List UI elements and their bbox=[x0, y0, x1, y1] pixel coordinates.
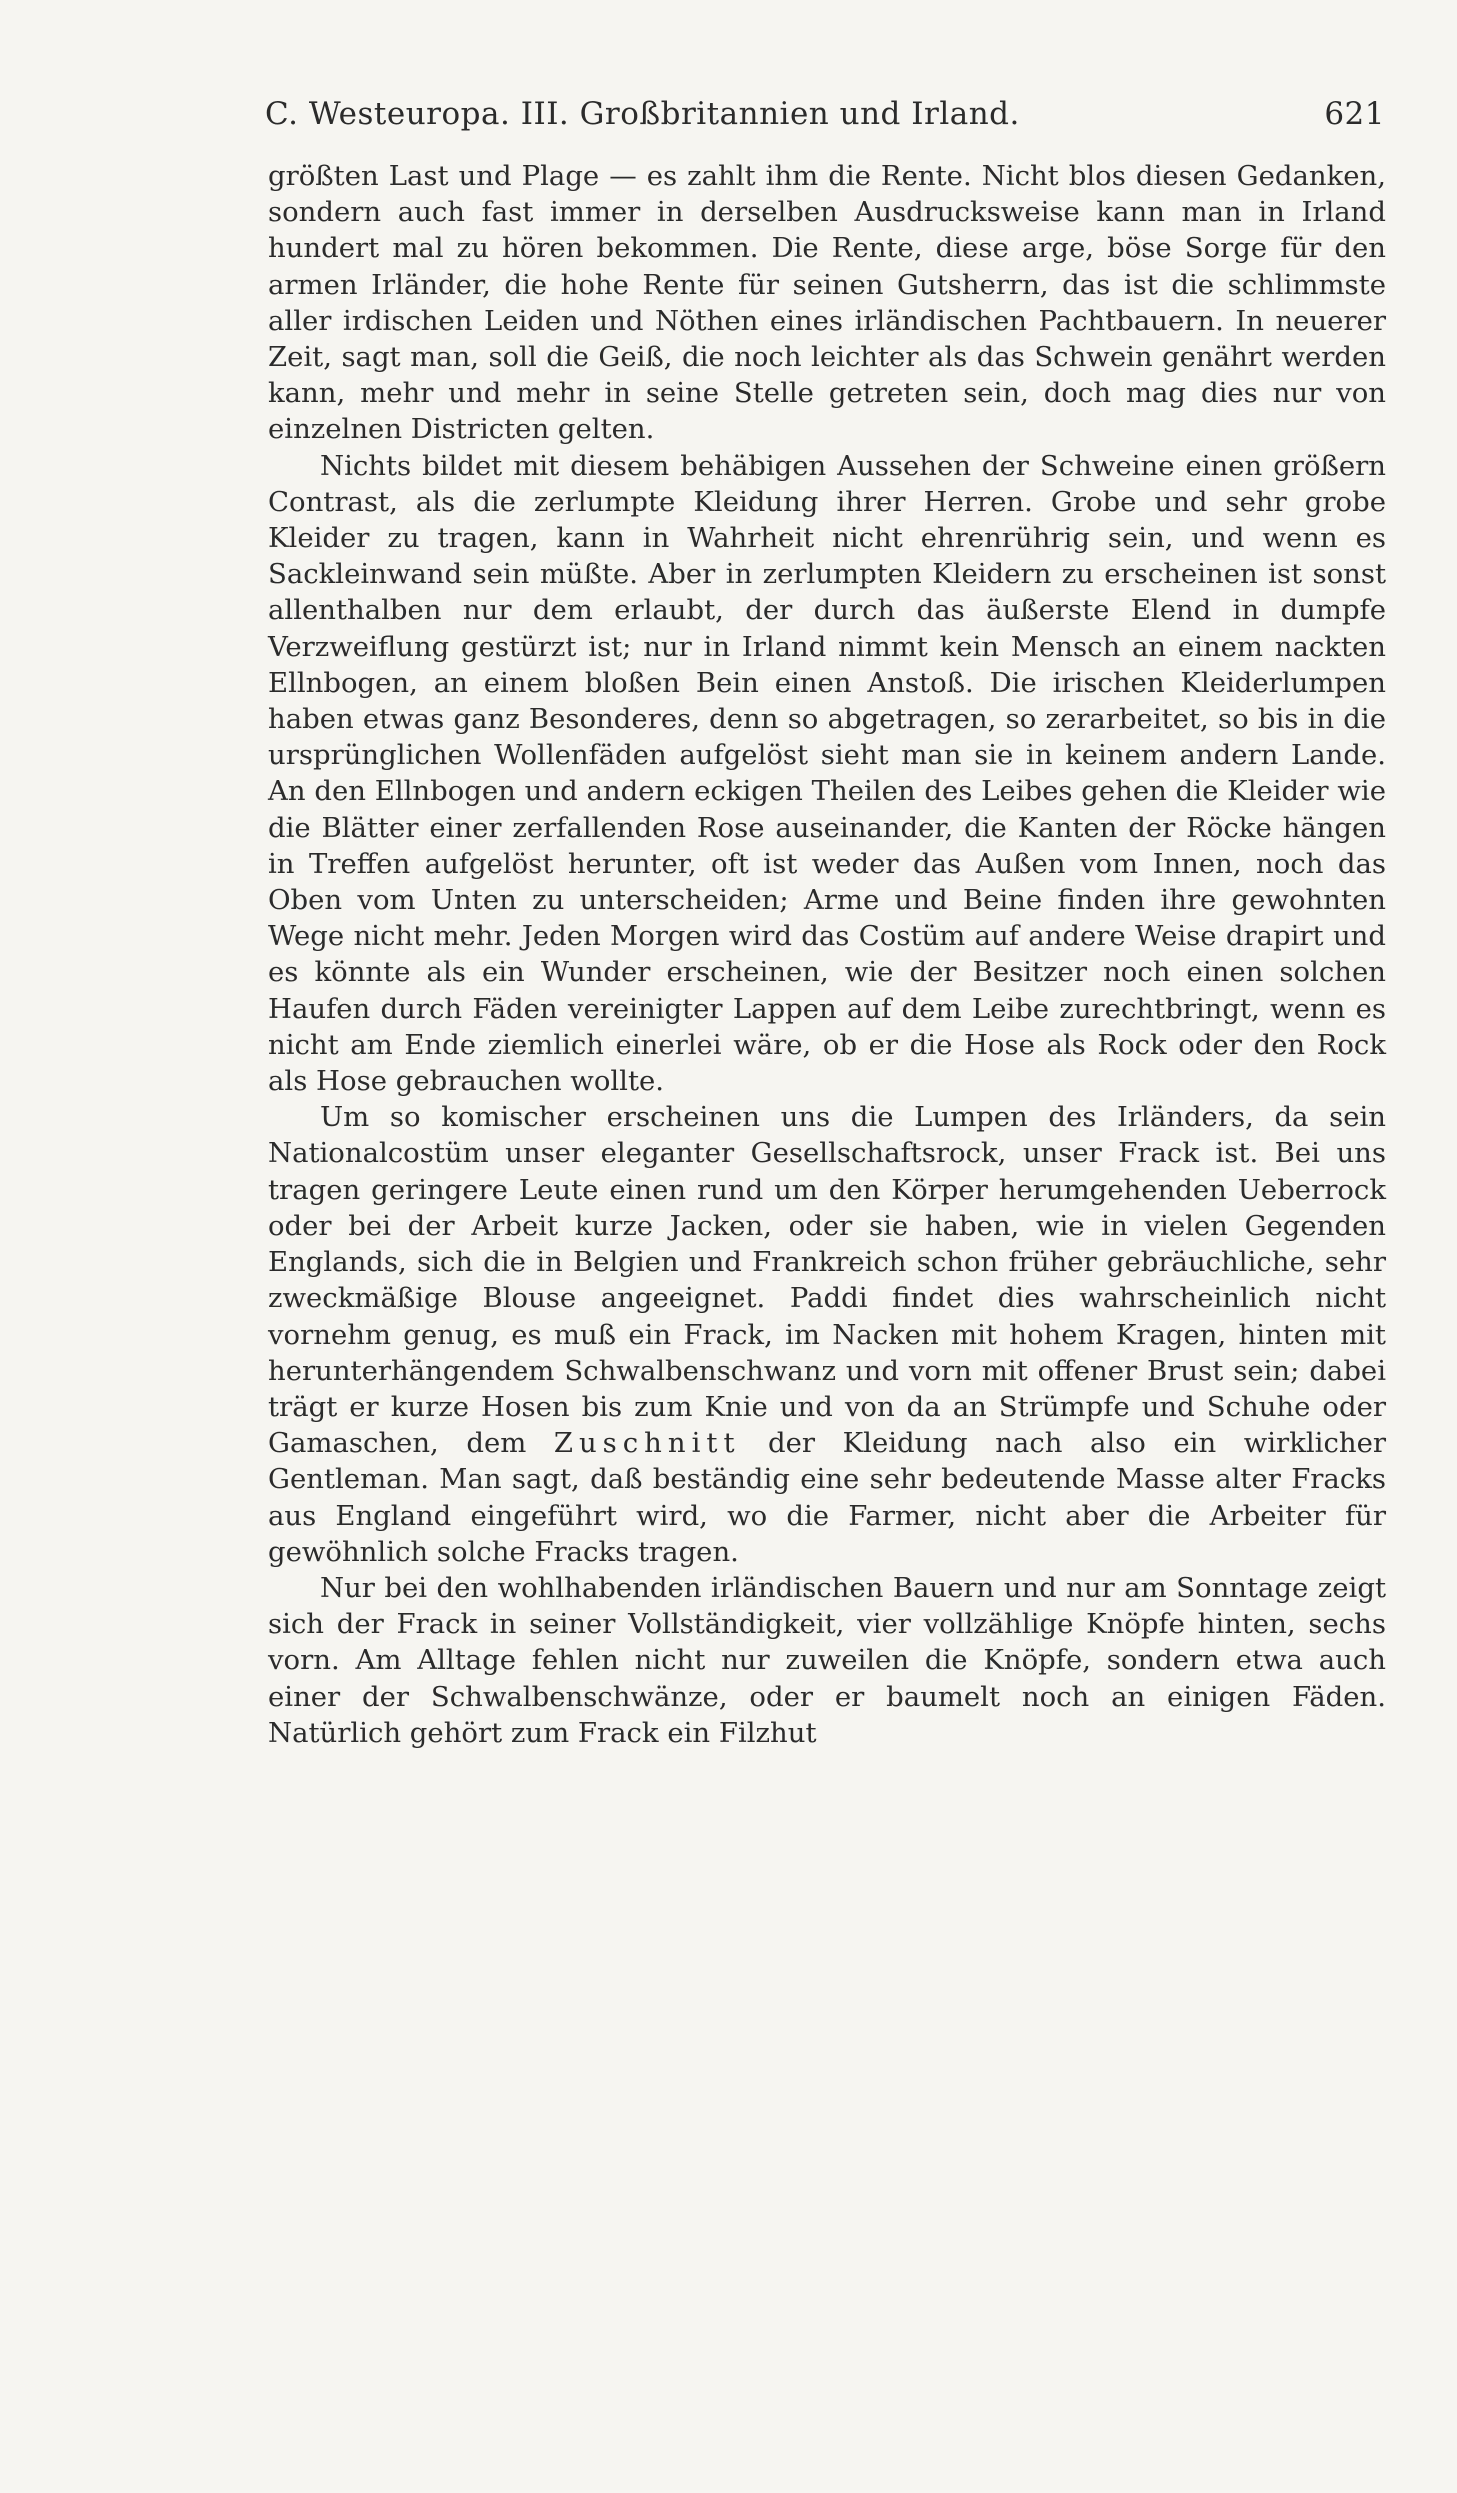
running-head-title: C. Westeuropa. III. Großbritannien und Irland. bbox=[265, 96, 1020, 132]
page-number: 621 bbox=[1324, 96, 1385, 132]
paragraph-2: Nichts bildet mit diesem behäbigen Aussehen der Schweine einen größern Contrast, als die zerlumpte Kleidung ihrer Herren. Grobe und sehr grobe Kleider zu tragen, kann in Wahrheit nicht ehrenrührig sein, und wenn es Sackleinwand sein müßte. Aber in zerlumpten Kleidern zu erscheinen ist sonst allenthalben nur dem erlaubt, der durch das äußerste Elend in dumpfe Verzweiflung gestürzt ist; nur in Irland nimmt kein Mensch an einem nackten Ellnbogen, an einem bloßen Bein einen Anstoß. Die irischen Kleiderlumpen haben etwas ganz Besonderes, denn so abgetragen, so zerarbeitet, so bis in die ursprünglichen Wollenfäden aufgelöst sieht man sie in keinem andern Lande. An den Ellnbogen und andern eckigen Theilen des Leibes gehen die Kleider wie die Blätter einer zerfallenden Rose auseinander, die Kanten der Röcke hängen in Treffen aufgelöst herunter, oft ist weder das Außen vom Innen, noch das Oben vom Unten zu unterscheiden; Arme und Beine finden ihre gewohnten Wege nicht mehr. Jeden Morgen wird das Costüm auf andere Weise drapirt und es könnte als ein Wunder erscheinen, wie der Besitzer noch einen solchen Haufen durch Fäden vereinigter Lappen auf dem Leibe zurechtbringt, wenn es nicht am Ende ziemlich einerlei wäre, ob er die Hose als Rock oder den Rock als Hose gebrauchen wollte. bbox=[268, 449, 1386, 1098]
running-head bbox=[265, 96, 1385, 142]
paragraph-4: Nur bei den wohlhabenden irländischen Bauern und nur am Sonntage zeigt sich der Frack in seiner Vollständigkeit, vier vollzählige Knöpfe hinten, sechs vorn. Am Alltage fehlen nicht nur zuweilen die Knöpfe, sondern etwa auch einer der Schwalbenschwänze, oder er baumelt noch an einigen Fäden. Natürlich gehört zum Frack ein Filzhut bbox=[268, 1571, 1386, 1749]
paragraph-3-part-2: der Kleidung nach also ein wirklicher Gentleman. Man sagt, daß beständig eine sehr bedeutende Masse alter Fracks aus England eingeführt wird, wo die Farmer, nicht aber die Arbeiter für gewöhnlich solche Fracks tragen. bbox=[268, 1427, 1386, 1568]
body-text bbox=[268, 158, 1386, 1751]
paragraph-3-part-1: Um so komischer erscheinen uns die Lumpen des Irländers, da sein Nationalcostüm unser eleganter Gesellschaftsrock, unser Frack ist. Bei uns tragen geringere Leute einen rund um den Körper herumgehenden Ueberrock oder bei der Arbeit kurze Jacken, oder sie haben, wie in vielen Gegenden Englands, sich die in Belgien und Frankreich schon früher gebräuchliche, sehr zweckmäßige Blouse angeeignet. Paddi findet dies wahrscheinlich nicht vornehm genug, es muß ein Frack, im Nacken mit hohem Kragen, hinten mit herunterhängendem Schwalbenschwanz und vorn mit offener Brust sein; dabei trägt er kurze Hosen bis zum Knie und von da an Strümpfe und Schuhe oder Gamaschen, dem bbox=[268, 1101, 1386, 1460]
paragraph-3 bbox=[268, 1099, 1386, 1570]
emphasized-word: Zuschnitt bbox=[553, 1427, 741, 1460]
paragraph-1: größten Last und Plage — es zahlt ihm die Rente. Nicht blos diesen Gedanken, sondern auch fast immer in derselben Ausdrucksweise kann man in Irland hundert mal zu hören bekommen. Die Rente, diese arge, böse Sorge für den armen Irländer, die hohe Rente für seinen Gutsherrn, das ist die schlimmste aller irdischen Leiden und Nöthen eines irländischen Pachtbauern. In neuerer Zeit, sagt man, soll die Geiß, die noch leichter als das Schwein genährt werden kann, mehr und mehr in seine Stelle getreten sein, doch mag dies nur von einzelnen Districten gelten. bbox=[268, 160, 1386, 446]
